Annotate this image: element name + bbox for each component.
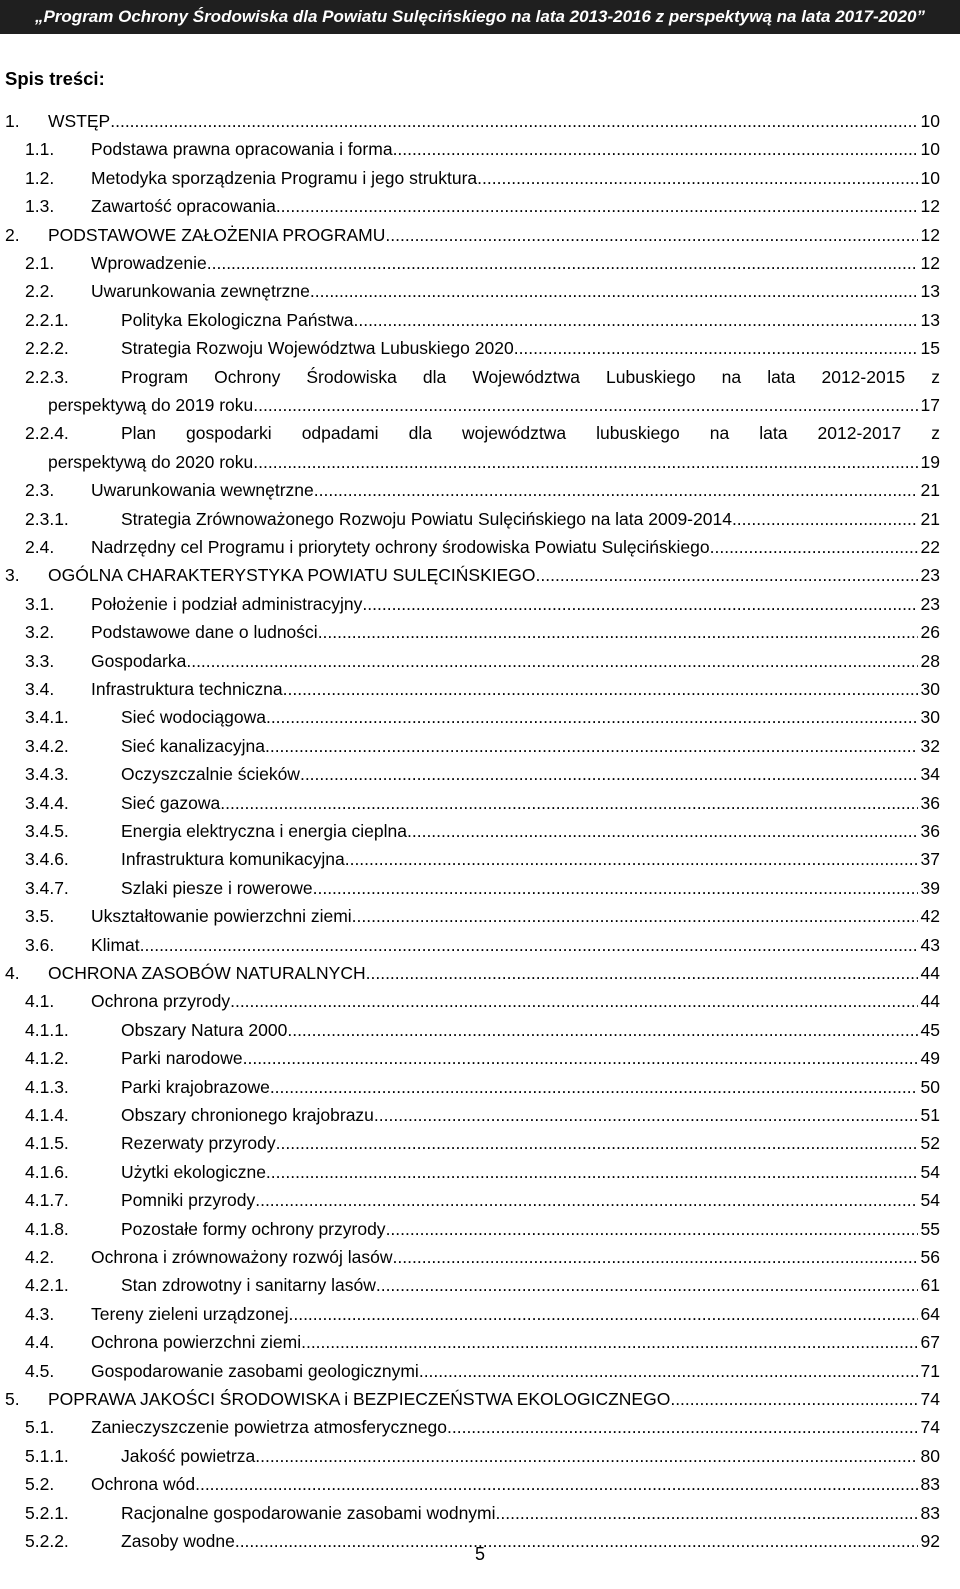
- toc-entry-title: Infrastruktura komunikacyjna: [121, 849, 345, 870]
- toc-entry-number: 1.1.: [25, 139, 55, 160]
- toc-entry[interactable]: [0, 138, 940, 160]
- toc-entry[interactable]: [0, 1331, 940, 1353]
- toc-entry-page: 80: [920, 1445, 940, 1466]
- toc-entry[interactable]: [0, 1132, 940, 1154]
- toc-entry-page: 22: [920, 537, 940, 557]
- toc-entry-number: 3.4.1.: [25, 707, 69, 728]
- toc-entry-title: Nadrzędny cel Programu i priorytety ochrony środowiska Powiatu Sulęcińskiego: [91, 537, 710, 557]
- toc-entry-page: 13: [920, 281, 940, 302]
- dot-leader: [514, 337, 918, 359]
- toc-entry-title: Strategia Zrównoważonego Rozwoju Powiatu Sulęcińskiego na lata 2009-2014: [121, 508, 732, 529]
- toc-entry[interactable]: [0, 1445, 940, 1467]
- toc-entry-page: 12: [920, 196, 940, 217]
- toc-entry[interactable]: [0, 1473, 940, 1495]
- toc-entry-page: 12: [920, 224, 940, 245]
- toc-entry-page: 37: [920, 849, 940, 870]
- toc-entry[interactable]: [0, 1047, 940, 1069]
- toc-entry-number: 4.1.2.: [25, 1048, 69, 1069]
- toc-entry-title: Oczyszczalnie ścieków: [121, 764, 300, 785]
- toc-entry-number: 2.2.4.: [25, 423, 69, 444]
- toc-entry[interactable]: [0, 1161, 940, 1183]
- dot-leader: [301, 1331, 917, 1353]
- dot-leader: [266, 706, 918, 728]
- toc-entry-title: Szlaki piesze i rowerowe: [121, 877, 313, 898]
- toc-entry-title: Metodyka sporządzenia Programu i jego struktura.: [91, 167, 483, 188]
- toc-entry-number: 3.4.3.: [25, 764, 69, 785]
- toc-entry-title: POPRAWA JAKOŚCI ŚRODOWISKA i BEZPIECZEŃSTWA EKOLOGICZNEGO: [48, 1389, 671, 1409]
- toc-entry-page: 44: [920, 963, 940, 983]
- dot-leader: [300, 763, 918, 785]
- toc-entry-page: 54: [920, 1161, 940, 1182]
- toc-entry-number: 5.1.1.: [25, 1445, 69, 1466]
- toc-entry-title: Uwarunkowania wewnętrzne: [91, 480, 314, 501]
- toc-entry[interactable]: [0, 905, 940, 927]
- dot-leader: [366, 962, 918, 984]
- toc-entry[interactable]: [0, 564, 940, 586]
- toc-entry-title: Energia elektryczna i energia cieplna: [121, 821, 407, 841]
- toc-entry-title: Jakość powietrza: [121, 1445, 256, 1466]
- toc-entry-title: Tereny zieleni urządzonej: [91, 1303, 289, 1324]
- toc-entry-title: Racjonalne gospodarowanie zasobami wodnymi: [121, 1502, 496, 1523]
- toc-entry-title: Ochrona wód: [91, 1474, 196, 1495]
- toc-entry-number: 3.: [5, 565, 20, 586]
- toc-entry-page: 49: [920, 1048, 940, 1069]
- toc-entry-page: 36: [920, 821, 940, 841]
- toc-entry-number: 4.3.: [25, 1303, 55, 1324]
- dot-leader: [253, 451, 917, 473]
- toc-entry[interactable]: [0, 1104, 940, 1126]
- toc-entry-page: 21: [920, 508, 940, 529]
- toc-entry-title: Gospodarka: [91, 650, 187, 671]
- dot-leader: [230, 990, 917, 1012]
- dot-leader: [374, 1104, 918, 1126]
- dot-leader: [313, 877, 918, 899]
- toc-entry-title: Podstawa prawna opracowania i forma: [91, 139, 393, 160]
- toc-entry-page: 43: [920, 934, 940, 955]
- toc-entry-number: 4.4.: [25, 1332, 55, 1353]
- toc-entry-title: Zasoby wodne: [121, 1531, 235, 1551]
- toc-entry-number: 4.1.3.: [25, 1076, 69, 1097]
- toc-entry-title: Polityka Ekologiczna Państwa: [121, 309, 354, 330]
- toc-entry[interactable]: [0, 1274, 940, 1296]
- toc-entry-title: Plan gospodarki odpadami dla województwa lubuskiego na lata 2012-2017 z: [121, 423, 940, 444]
- toc-entry-title: Pomniki przyrody: [121, 1190, 256, 1211]
- toc-entry[interactable]: [0, 1019, 940, 1041]
- toc-entry[interactable]: [0, 763, 940, 785]
- toc-entry-page: 61: [920, 1275, 940, 1296]
- dot-leader: [670, 1388, 917, 1410]
- toc-entry-number: 3.4.7.: [25, 877, 69, 898]
- toc-entry-number: 3.5.: [25, 906, 55, 927]
- toc-entry-number: 3.4.: [25, 679, 55, 699]
- toc-entry-number: 2.1.: [25, 253, 55, 273]
- toc-entry-title: Sieć kanalizacyjna: [121, 735, 265, 756]
- toc-entry-page: 12: [920, 253, 940, 273]
- dot-leader: [419, 1360, 918, 1382]
- toc-entry-number: 3.4.4.: [25, 792, 69, 813]
- toc-entry-number: 4.1.6.: [25, 1161, 69, 1182]
- toc-entry[interactable]: [0, 1246, 940, 1268]
- toc-entry-page: 67: [920, 1332, 940, 1353]
- dot-leader: [220, 792, 917, 814]
- toc-entry-page: 10: [920, 139, 940, 160]
- toc-entry-title: Ukształtowanie powierzchni ziemi: [91, 906, 352, 927]
- toc-entry-number: 5.2.1.: [25, 1502, 69, 1523]
- toc-entry-title: PODSTAWOWE ZAŁOŻENIA PROGRAMU: [48, 224, 386, 245]
- toc-entry-number: 3.4.5.: [25, 821, 69, 841]
- dot-leader: [253, 394, 917, 416]
- dot-leader: [270, 1076, 918, 1098]
- dot-leader: [345, 848, 918, 870]
- toc-entry-page: 28: [920, 650, 940, 671]
- toc-entry-page: 21: [920, 480, 940, 501]
- toc-entry-page: 44: [920, 991, 940, 1012]
- toc-entry-title: Gospodarowanie zasobami geologicznymi: [91, 1360, 419, 1381]
- dot-leader: [732, 508, 918, 530]
- toc-entry-title: Podstawowe dane o ludności: [91, 622, 318, 643]
- toc-entry-number: 4.1.1.: [25, 1019, 69, 1040]
- toc-entry-title: Zawartość opracowania: [91, 196, 276, 217]
- dot-leader: [318, 621, 918, 643]
- dot-leader: [362, 593, 917, 615]
- toc-entry-page: 32: [920, 735, 940, 756]
- toc-entry-page: 30: [920, 707, 940, 728]
- toc-entry-number: 2.2.1.: [25, 309, 69, 330]
- toc-entry-title: Infrastruktura techniczna: [91, 679, 283, 699]
- toc-entry-number: 3.4.6.: [25, 849, 69, 870]
- dot-leader: [314, 479, 918, 501]
- toc-entry-page: 83: [920, 1474, 940, 1495]
- toc-entry-number: 5.2.: [25, 1474, 55, 1495]
- toc-entry[interactable]: [0, 792, 940, 814]
- dot-leader: [186, 650, 917, 672]
- toc-entry-title: Ochrona powierzchni ziemi: [91, 1332, 302, 1353]
- dot-leader: [207, 252, 918, 274]
- toc-entry-title-continuation: perspektywą do 2019 roku: [48, 395, 254, 415]
- toc-entry[interactable]: [0, 1218, 940, 1240]
- toc-entry-title: Sieć gazowa: [121, 792, 221, 813]
- toc-entry[interactable]: [0, 252, 940, 274]
- toc-entry-number: 3.2.: [25, 622, 55, 643]
- toc-entry-page: 17: [920, 395, 940, 415]
- toc-entry[interactable]: [0, 650, 940, 672]
- dot-leader: [353, 309, 917, 331]
- toc-entry-number: 2.2.: [25, 281, 55, 302]
- dot-leader: [266, 1161, 918, 1183]
- toc-entry-number: 5.1.: [25, 1417, 55, 1438]
- toc-entry-number: 2.: [5, 224, 20, 245]
- toc-entry-number: 3.1.: [25, 593, 55, 614]
- toc-entry[interactable]: [0, 479, 940, 501]
- toc-entry-title: Ochrona przyrody: [91, 991, 231, 1012]
- toc-entry-title: Rezerwaty przyrody: [121, 1133, 276, 1154]
- toc-entry-number: 2.2.2.: [25, 338, 69, 359]
- toc-entry[interactable]: [0, 422, 940, 444]
- toc-entry-page: 39: [920, 877, 940, 898]
- toc-entry[interactable]: [0, 366, 940, 388]
- toc-entry-page: 83: [920, 1502, 940, 1523]
- dot-leader: [393, 138, 918, 160]
- toc-entry-number: 4.2.: [25, 1247, 55, 1267]
- toc-entry-page: 26: [920, 622, 940, 643]
- toc-entry-title-continuation: perspektywą do 2020 roku: [48, 451, 254, 472]
- toc-entry[interactable]: [0, 224, 940, 246]
- toc-entry-number: 4.2.1.: [25, 1275, 69, 1296]
- toc-entry-number: 4.1.8.: [25, 1218, 69, 1239]
- dot-leader: [393, 1246, 918, 1268]
- toc-entry[interactable]: [0, 309, 940, 331]
- dot-leader: [352, 905, 918, 927]
- toc-entry-number: 2.2.3.: [25, 366, 69, 387]
- toc-entry-number: 5.2.2.: [25, 1531, 69, 1551]
- toc-entry-page: 51: [920, 1105, 940, 1125]
- toc-entry-title: Uwarunkowania zewnętrzne: [91, 281, 310, 302]
- dot-leader: [407, 820, 918, 842]
- toc-entry-number: 4.1.7.: [25, 1190, 69, 1211]
- document-header: „Program Ochrony Środowiska dla Powiatu Sulęcińskiego na lata 2013-2016 z perspektywą na lata 2017-2020”: [0, 0, 960, 34]
- toc-entry-title: Użytki ekologiczne: [121, 1161, 266, 1182]
- toc-entry-page: 19: [920, 451, 940, 472]
- toc-entry-number: 1.3.: [25, 196, 55, 217]
- toc-entry[interactable]: [0, 593, 940, 615]
- toc-entry[interactable]: [0, 195, 940, 217]
- toc-entry-title: OCHRONA ZASOBÓW NATURALNYCH: [48, 963, 366, 983]
- toc-entry[interactable]: [0, 1189, 940, 1211]
- dot-leader: [276, 195, 918, 217]
- toc-entry-page: 55: [920, 1218, 940, 1239]
- toc-entry[interactable]: [0, 1416, 940, 1438]
- toc-entry-page: 30: [920, 679, 940, 699]
- toc-entry-page: 15: [920, 338, 940, 359]
- toc-entry[interactable]: [0, 678, 940, 700]
- toc-entry-page: 36: [920, 792, 940, 813]
- toc-entry-page: 64: [920, 1303, 940, 1324]
- dot-leader: [110, 110, 917, 132]
- toc-entry-page: 10: [920, 167, 940, 188]
- toc-entry-title: Położenie i podział administracyjny: [91, 593, 363, 614]
- toc-entry-page: 74: [920, 1417, 940, 1438]
- dot-leader: [447, 1416, 918, 1438]
- toc-entry-title: Stan zdrowotny i sanitarny lasów: [121, 1275, 376, 1296]
- toc-entry-title: Sieć wodociągowa: [121, 707, 266, 728]
- toc-entry[interactable]: [0, 877, 940, 899]
- toc-entry-number: 1.2.: [25, 167, 55, 188]
- toc-entry-title: WSTĘP: [48, 111, 111, 131]
- toc-entry[interactable]: [0, 621, 940, 643]
- toc-entry-page: 23: [920, 565, 940, 586]
- toc-entry[interactable]: [0, 536, 940, 558]
- toc-entry-page: 42: [920, 906, 940, 927]
- toc-entry-page: 54: [920, 1190, 940, 1211]
- toc-entry-continuation[interactable]: [48, 394, 940, 416]
- toc-entry[interactable]: [0, 848, 940, 870]
- dot-leader: [376, 1274, 918, 1296]
- toc-entry-title: Wprowadzenie: [91, 253, 207, 273]
- dot-leader: [288, 1303, 917, 1325]
- toc-entry[interactable]: [0, 280, 940, 302]
- toc-entry-number: 2.3.: [25, 480, 55, 501]
- dot-leader: [536, 564, 918, 586]
- toc-entry-title: OGÓLNA CHARAKTERYSTYKA POWIATU SULĘCIŃSKIEGO: [48, 565, 536, 586]
- dot-leader: [243, 1047, 918, 1069]
- toc-entry[interactable]: [0, 508, 940, 530]
- toc-entry[interactable]: [0, 1360, 940, 1382]
- dot-leader: [283, 678, 918, 700]
- dot-leader: [710, 536, 918, 558]
- dot-leader: [287, 1019, 917, 1041]
- toc-entry-number: 3.3.: [25, 650, 55, 671]
- toc-entry-title: Ochrona i zrównoważony rozwój lasów: [91, 1247, 393, 1267]
- toc-entry[interactable]: [0, 167, 940, 189]
- dot-leader: [195, 1473, 917, 1495]
- toc-entry-title: Klimat: [91, 934, 140, 955]
- toc-heading: Spis treści:: [5, 68, 105, 89]
- toc-entry-number: 2.3.1.: [25, 508, 69, 529]
- dot-leader: [265, 735, 918, 757]
- toc-entry-page: 92: [920, 1531, 940, 1551]
- toc-entry-page: 56: [920, 1247, 940, 1267]
- page-number: 5: [474, 1544, 485, 1564]
- toc-entry-number: 3.4.2.: [25, 735, 69, 756]
- dot-leader: [386, 1218, 918, 1240]
- toc-entry-page: 71: [920, 1360, 940, 1381]
- toc-entry[interactable]: [0, 1303, 940, 1325]
- toc-entry-title: Zanieczyszczenie powietrza atmosferycznego: [91, 1417, 447, 1438]
- dot-leader: [276, 1132, 918, 1154]
- toc-entry-number: 4.1.5.: [25, 1133, 69, 1154]
- dot-leader: [496, 1502, 918, 1524]
- toc-entry-page: 34: [920, 764, 940, 785]
- toc-entry-title: Parki narodowe: [121, 1048, 243, 1069]
- toc-entry-number: 4.1.4.: [25, 1105, 69, 1125]
- toc-entry-number: 1.: [5, 111, 20, 131]
- dot-leader: [310, 280, 918, 302]
- toc-entry[interactable]: [0, 337, 940, 359]
- toc-entry[interactable]: [0, 1388, 940, 1410]
- toc-entry[interactable]: [0, 1076, 940, 1098]
- dot-leader: [255, 1189, 917, 1211]
- toc-entry-title: Pozostałe formy ochrony przyrody: [121, 1218, 386, 1239]
- toc-entry-title: Obszary chronionego krajobrazu: [121, 1105, 374, 1125]
- toc-entry-page: 74: [920, 1389, 940, 1409]
- dot-leader: [140, 934, 918, 956]
- toc-entry-number: 4.1.: [25, 991, 55, 1012]
- toc-entry-title: Obszary Natura 2000: [121, 1019, 288, 1040]
- toc-entry-page: 45: [920, 1019, 940, 1040]
- toc-entry-continuation[interactable]: [48, 451, 940, 473]
- toc-entry[interactable]: [0, 110, 940, 132]
- dot-leader: [255, 1445, 917, 1467]
- toc-entry-title: Program Ochrony Środowiska dla Województwa Lubuskiego na lata 2012-2015 z: [121, 366, 940, 387]
- toc-entry-number: 4.: [5, 963, 20, 983]
- toc-entry-page: 50: [920, 1076, 940, 1097]
- dot-leader: [385, 224, 917, 246]
- toc-entry[interactable]: [0, 934, 940, 956]
- toc-entry-page: 23: [920, 593, 940, 614]
- toc-entry[interactable]: [0, 962, 940, 984]
- dot-leader: [482, 167, 918, 189]
- toc-entry-number: 4.5.: [25, 1360, 55, 1381]
- toc-entry-page: 10: [920, 111, 940, 131]
- toc-entry-number: 5.: [5, 1389, 20, 1409]
- toc-entry-title: Strategia Rozwoju Województwa Lubuskiego 2020: [121, 338, 514, 359]
- toc-entry-number: 2.4.: [25, 537, 55, 557]
- toc-entry[interactable]: [0, 990, 940, 1012]
- toc-entry[interactable]: [0, 735, 940, 757]
- toc-entry-title: Parki krajobrazowe: [121, 1076, 270, 1097]
- toc-entry[interactable]: [0, 1502, 940, 1524]
- toc-entry-page: 13: [920, 309, 940, 330]
- toc-entry-number: 3.6.: [25, 934, 55, 955]
- toc-entry-page: 52: [920, 1133, 940, 1154]
- toc-entry[interactable]: [0, 706, 940, 728]
- toc-entry[interactable]: [0, 820, 940, 842]
